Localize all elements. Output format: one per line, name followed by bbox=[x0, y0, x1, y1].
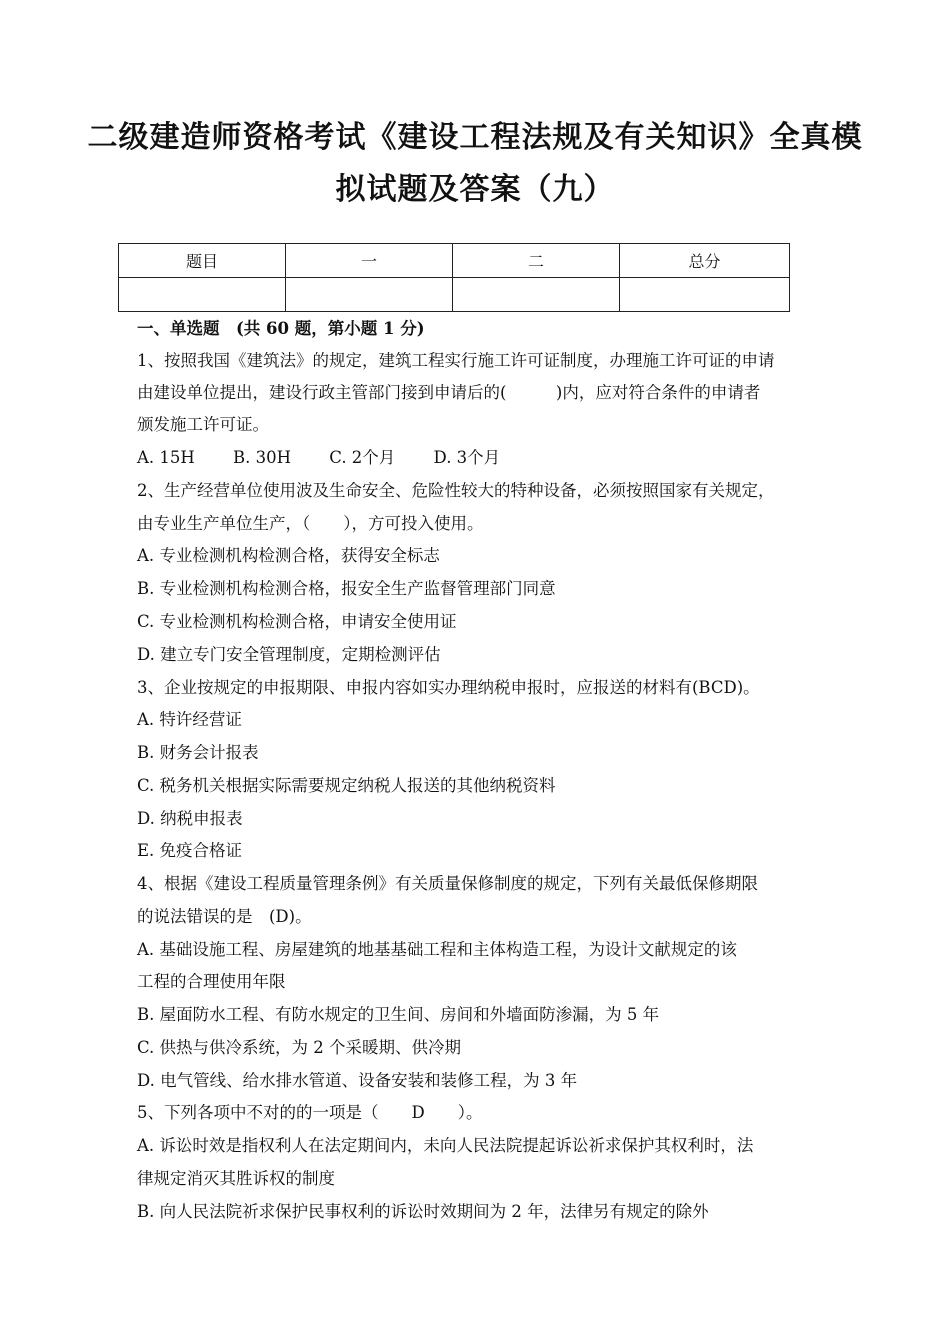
text-line: A. 专业检测机构检测合格，获得安全标志 bbox=[137, 546, 440, 565]
text-line: D. 电气管线、给水排水管道、设备安装和装修工程，为 3 年 bbox=[137, 1071, 578, 1090]
text-line: D. 纳税申报表 bbox=[137, 809, 243, 828]
text-line: 1、按照我国《建筑法》的规定，建筑工程实行施工许可证制度，办理施工许可证的申请 bbox=[137, 351, 775, 370]
text-line: B. 向人民法院祈求保护民事权利的诉讼时效期间为 2 年，法律另有规定的除外 bbox=[137, 1202, 709, 1221]
text-line: 3、企业按规定的申报期限、申报内容如实办理纳税申报时，应报送的材料有(BCD)。 bbox=[137, 678, 760, 697]
text-line: 律规定消灭其胜诉权的制度 bbox=[137, 1169, 335, 1188]
score-table-header-row bbox=[119, 244, 790, 278]
score-header-cell: 总分 bbox=[620, 244, 790, 278]
text-line: 5、下列各项中不对的的一项是（ D ）。 bbox=[137, 1103, 483, 1122]
text-line: A. 诉讼时效是指权利人在法定期间内，未向人民法院提起诉讼祈求保护其权利时，法 bbox=[137, 1136, 754, 1155]
score-value-cell bbox=[453, 278, 620, 312]
section-heading: 一、单选题 (共 60 题，第小题 1 分) bbox=[137, 319, 425, 338]
text-line: B. 专业检测机构检测合格，报安全生产监督管理部门同意 bbox=[137, 579, 556, 598]
text-line: 4、根据《建设工程质量管理条例》有关质量保修制度的规定，下列有关最低保修期限 bbox=[137, 874, 758, 893]
document-title-line-1: 二级建造师资格考试《建设工程法规及有关知识》全真模 bbox=[87, 120, 863, 155]
text-line: 颁发施工许可证。 bbox=[137, 415, 269, 434]
text-line: B. 屋面防水工程、有防水规定的卫生间、房间和外墙面防渗漏，为 5 年 bbox=[137, 1005, 660, 1024]
text-line: C. 税务机关根据实际需要规定纳税人报送的其他纳税资料 bbox=[137, 776, 556, 795]
score-value-cell bbox=[286, 278, 453, 312]
text-line: 由专业生产单位生产，（ ），方可投入使用。 bbox=[137, 514, 484, 533]
text-line: C. 专业检测机构检测合格，申请安全使用证 bbox=[137, 612, 457, 631]
text-line: A. 基础设施工程、房屋建筑的地基基础工程和主体构造工程，为设计文献规定的该 bbox=[137, 940, 737, 959]
text-line: E. 免疫合格证 bbox=[137, 841, 243, 860]
score-value-cell bbox=[119, 278, 286, 312]
text-line: 的说法错误的是 (D)。 bbox=[137, 907, 312, 926]
score-value-cell bbox=[620, 278, 790, 312]
text-line: A. 15H B. 30H C. 2个月 D. 3个月 bbox=[137, 448, 501, 467]
score-header-cell: 一 bbox=[286, 244, 453, 278]
text-line: B. 财务会计报表 bbox=[137, 743, 259, 762]
score-table bbox=[118, 243, 790, 312]
text-line: 2、生产经营单位使用波及生命安全、危险性较大的特种设备，必须按照国家有关规定， bbox=[137, 481, 775, 500]
text-line: D. 建立专门安全管理制度，定期检测评估 bbox=[137, 645, 441, 664]
score-header-cell: 二 bbox=[453, 244, 620, 278]
text-line: C. 供热与供冷系统，为 2 个采暖期、供冷期 bbox=[137, 1038, 462, 1057]
document-title-line-2: 拟试题及答案（九） bbox=[335, 172, 615, 207]
score-table-value-row bbox=[119, 278, 790, 312]
text-line: 由建设单位提出，建设行政主管部门接到申请后的( )内，应对符合条件的申请者 bbox=[137, 383, 761, 402]
score-header-cell: 题目 bbox=[119, 244, 286, 278]
text-line: 工程的合理使用年限 bbox=[137, 972, 286, 991]
text-line: A. 特许经营证 bbox=[137, 710, 242, 729]
